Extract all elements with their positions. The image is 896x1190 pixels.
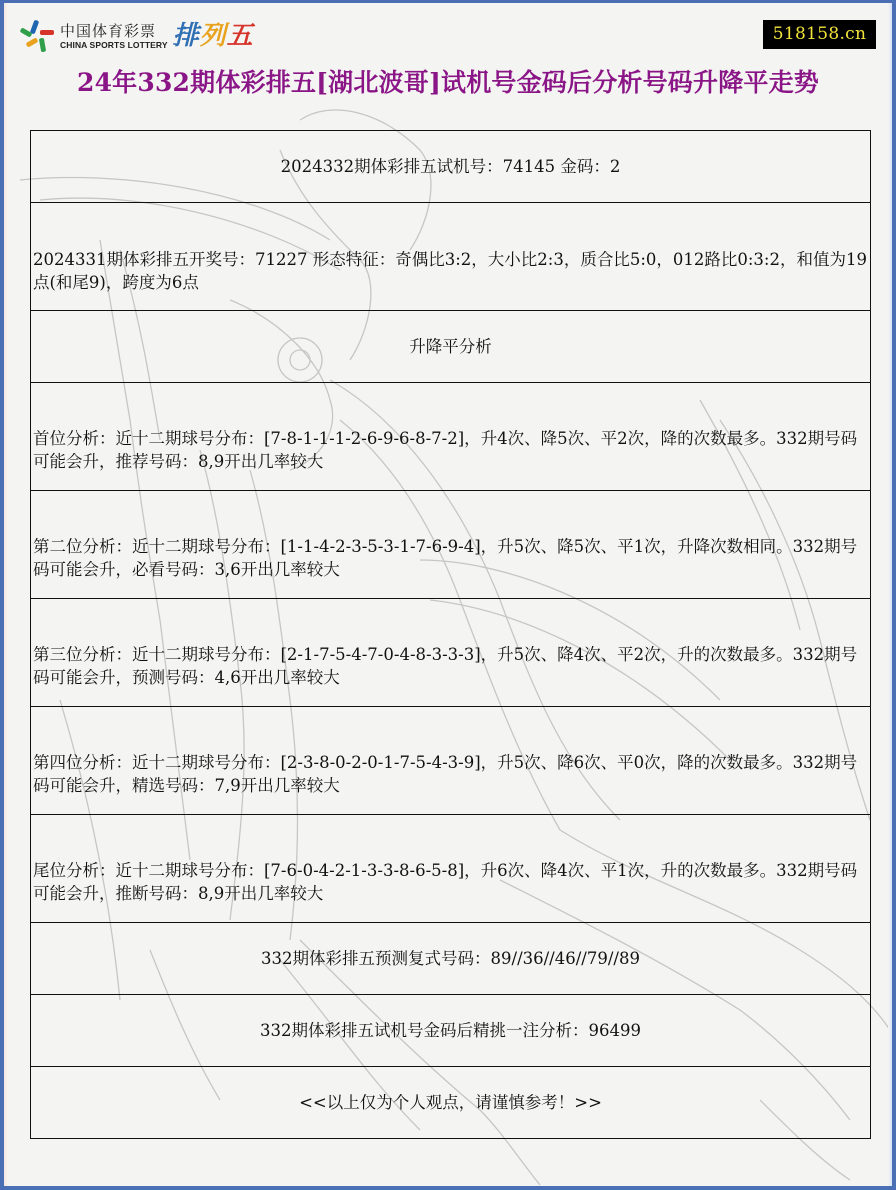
header [0,0,896,62]
brand-pailie5 [173,22,254,50]
analysis-second-digit: 第二位分析：近十二期球号分布：[1-1-4-2-3-5-3-1-7-6-9-4]，升5次、降5次、平1次，升降次数相同。332期号码可能会升，必看号码：3,6开出几率较大 [31,491,871,599]
china-sports-lottery-logo[interactable] [18,18,254,54]
analysis-fourth-digit: 第四位分析：近十二期球号分布：[2-3-8-0-2-0-1-7-5-4-3-9]，升5次、降6次、平0次，降的次数最多。332期号码可能会升，精选号码：7,9开出几率较大 [31,707,871,815]
frame-edge-right [888,3,892,1186]
table-row-disclaimer [31,1067,871,1139]
analysis-third-digit: 第三位分析：近十二期球号分布：[2-1-7-5-4-7-0-4-8-3-3-3]，升5次、降4次、平2次，升的次数最多。332期号码可能会升，预测号码：4,6开出几率较大 [31,599,871,707]
table-row-single-pick [31,995,871,1067]
last-draw-cell: 2024331期体彩排五开奖号：71227 形态特征：奇偶比3:2，大小比2:3，质合比5:0，012路比0:3:2，和值为19点(和尾9)，跨度为6点 [31,203,871,311]
analysis-first-digit: 首位分析：近十二期球号分布：[7-8-1-1-1-2-6-9-6-8-7-2]，升4次、降5次、平2次，降的次数最多。332期号码可能会升，推荐号码：8,9开出几率较大 [31,383,871,491]
logo-cn-text: 中国体育彩票 [60,21,157,40]
site-badge[interactable]: 518158.cn [763,20,876,49]
page-title: 24年332期体彩排五[湖北波哥]试机号金码后分析号码升降平走势 [76,68,820,97]
brand-char-2: 列 [199,21,227,51]
lottery-star-logo-icon [18,18,56,54]
table-row-last-draw [31,203,871,311]
section-heading-cell: 升降平分析 [31,311,871,383]
analysis-table [30,130,871,1139]
table-row-analysis [31,707,871,815]
single-pick-cell: 332期体彩排五试机号金码后精挑一注分析：96499 [31,995,871,1067]
table-row-analysis [31,599,871,707]
brand-char-3: 五 [226,21,254,51]
table-row-analysis [31,815,871,923]
disclaimer-cell: <<以上仅为个人观点，请谨慎参考！>> [31,1067,871,1139]
table-row-section-heading [31,311,871,383]
table-row-analysis [31,383,871,491]
frame-edge-left [4,3,8,1186]
table-row-compound [31,923,871,995]
table-row-analysis [31,491,871,599]
table-row-trial [31,131,871,203]
compound-numbers-cell: 332期体彩排五预测复式号码：89//36//46//79//89 [31,923,871,995]
analysis-last-digit: 尾位分析：近十二期球号分布：[7-6-0-4-2-1-3-3-8-6-5-8]，升6次、降4次、平1次，升的次数最多。332期号码可能会升，推断号码：8,9开出几率较大 [31,815,871,923]
logo-en-text: CHINA SPORTS LOTTERY [60,39,168,50]
trial-number-cell: 2024332期体彩排五试机号：74145 金码：2 [31,131,871,203]
brand-char-1: 排 [172,21,200,51]
